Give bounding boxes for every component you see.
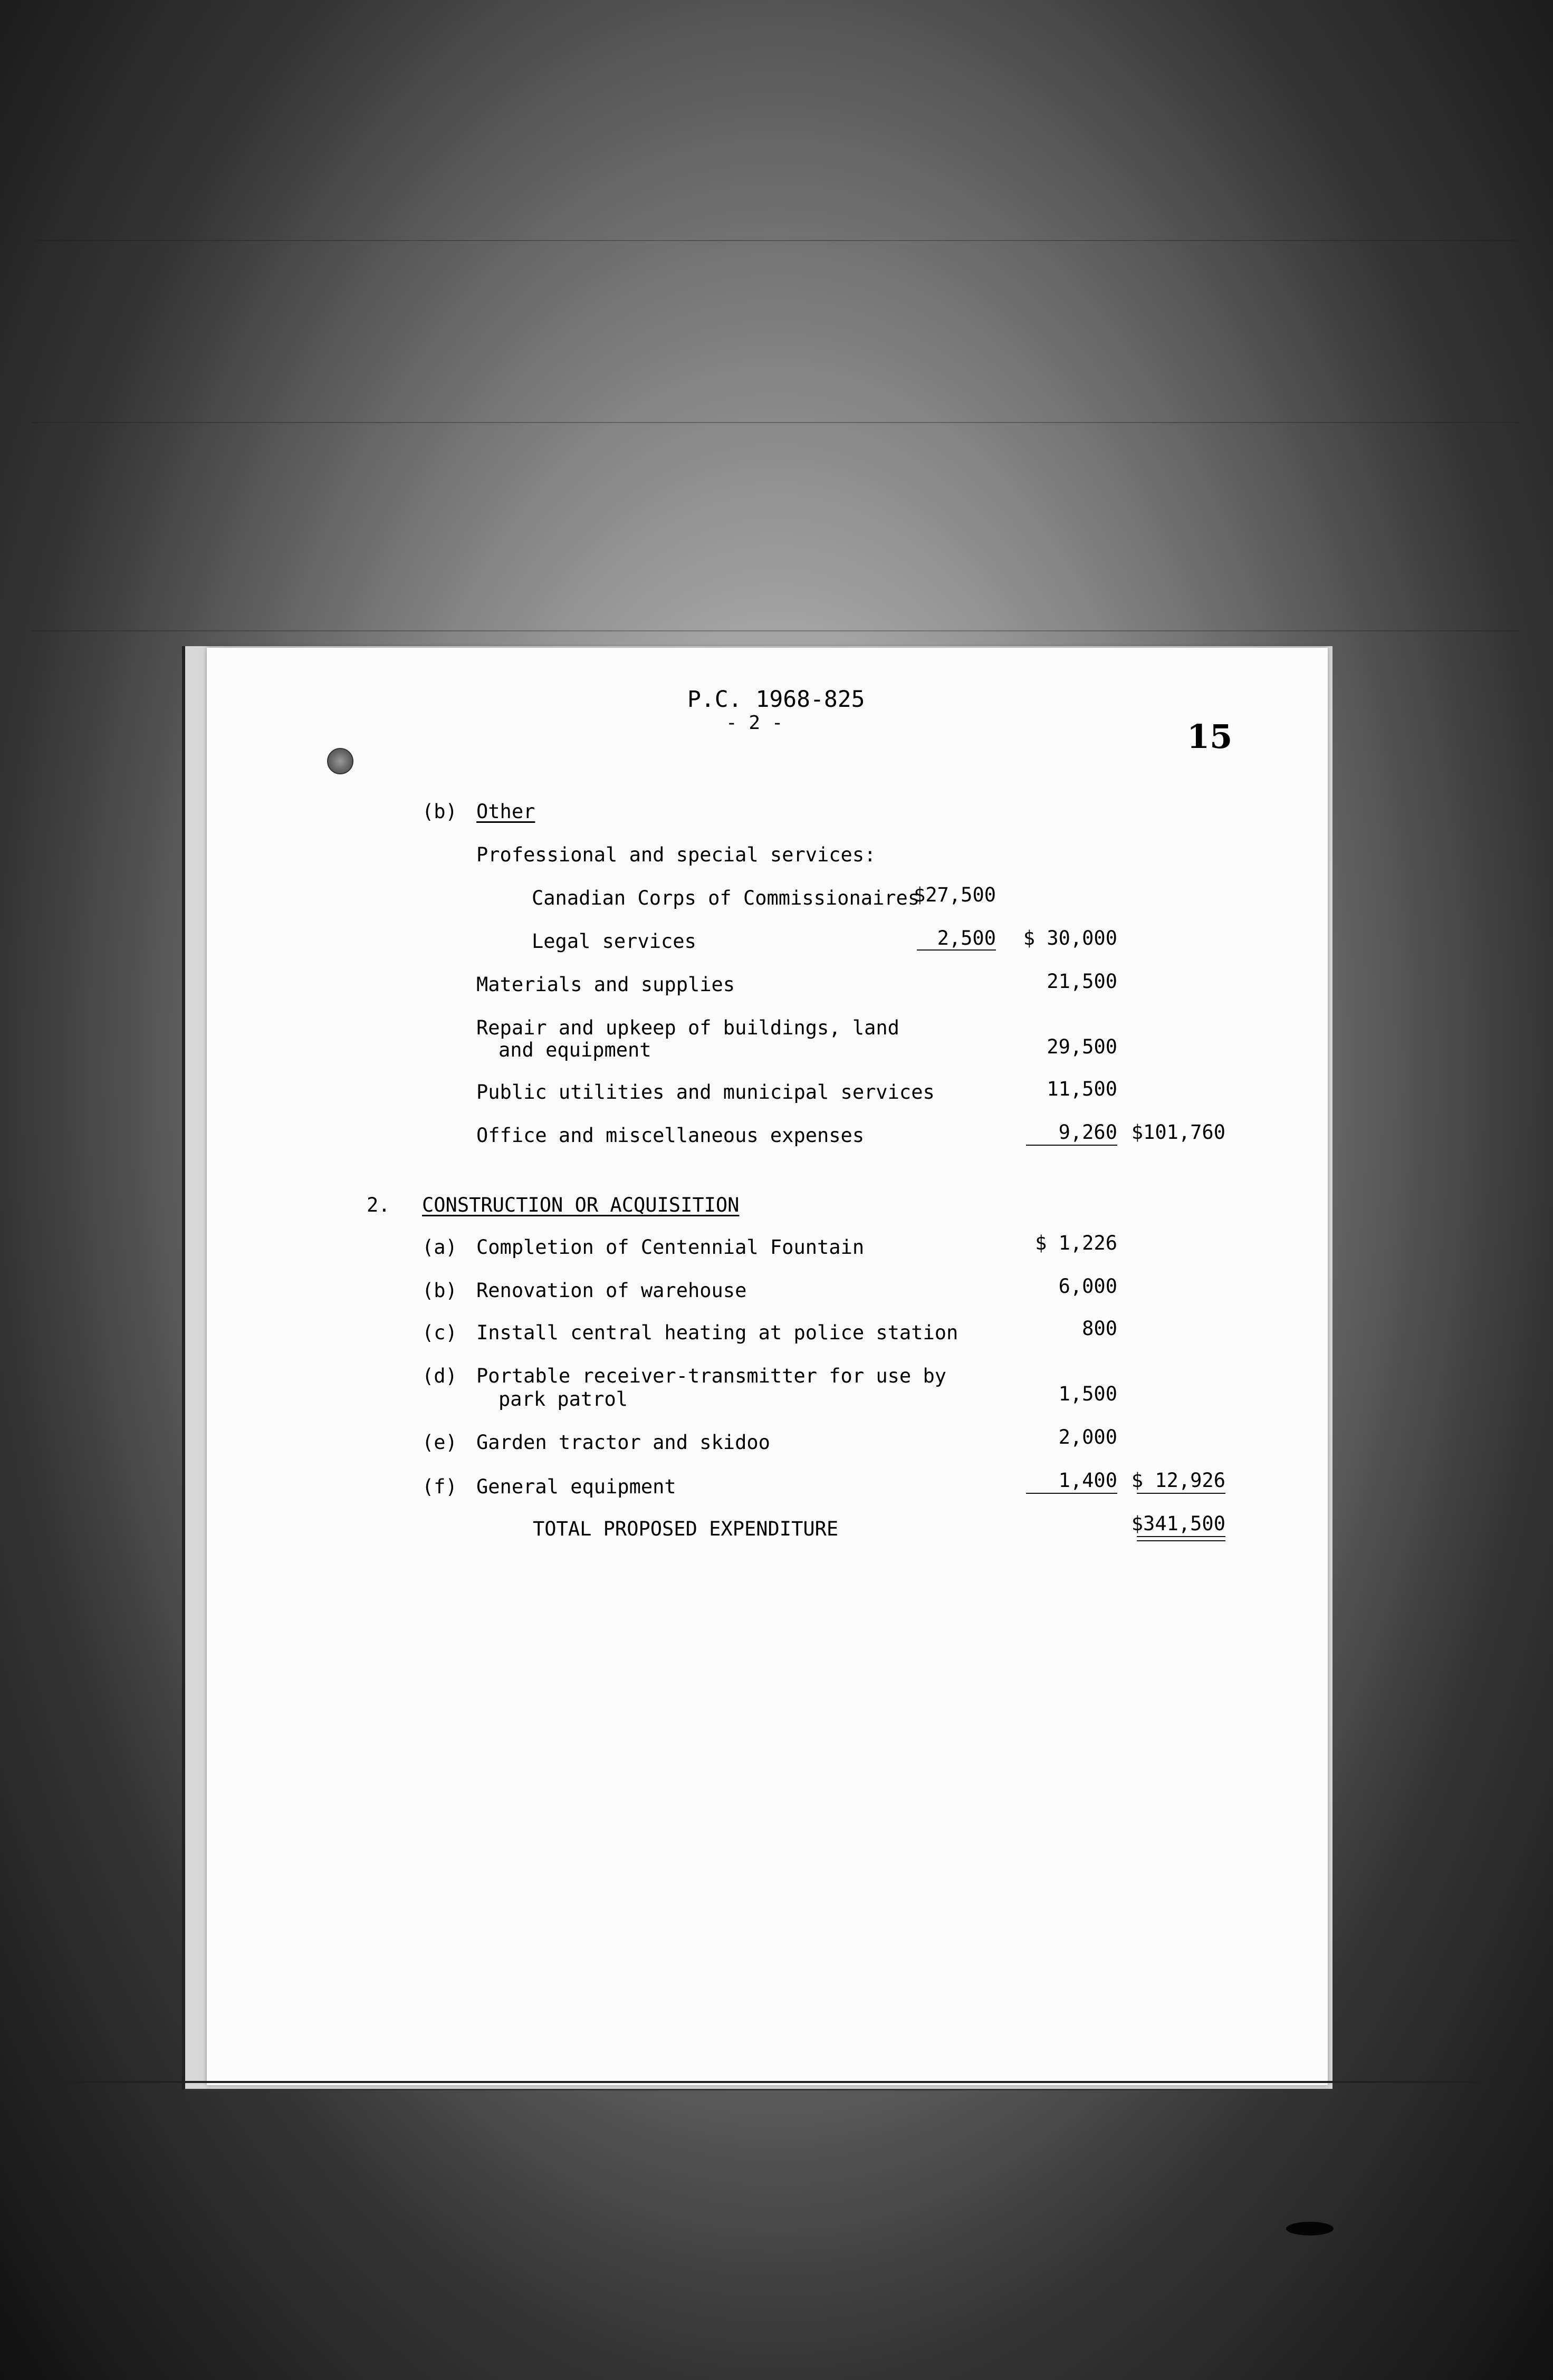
page-number: - 2 - — [726, 712, 783, 734]
line-item-label: Professional and special services: — [476, 843, 876, 866]
item-marker: (b) — [422, 1279, 457, 1302]
item-marker: (c) — [422, 1321, 457, 1344]
item-marker: (e) — [422, 1431, 457, 1454]
line-item-amount: $ 1,226 — [1035, 1232, 1117, 1254]
line-item-label: General equipment — [476, 1475, 676, 1498]
line-item-amount: 2,500 — [937, 927, 996, 949]
line-item-label: Renovation of warehouse — [476, 1279, 747, 1302]
subtotal-rule — [1026, 1145, 1117, 1146]
line-item-amount: 1,400 — [1058, 1469, 1117, 1492]
subtotal-amount: $ 30,000 — [1023, 927, 1117, 949]
line-item-label: Public utilities and municipal services — [476, 1081, 935, 1103]
grand-total-double-rule — [1137, 1540, 1225, 1541]
scan-band — [32, 422, 1519, 423]
line-item-amount: 800 — [1082, 1317, 1117, 1340]
document-reference: P.C. 1968-825 — [687, 686, 865, 713]
ink-smudge — [1286, 2222, 1334, 2235]
line-item-label-continued: and equipment — [499, 1039, 651, 1061]
line-item-label: Repair and upkeep of buildings, land — [476, 1016, 899, 1039]
line-item-label: Portable receiver-transmitter for use by — [476, 1365, 947, 1387]
scan-band — [32, 630, 1519, 631]
line-item-amount: 9,260 — [1058, 1121, 1117, 1144]
line-item-amount: 11,500 — [1047, 1078, 1117, 1100]
line-item-label: Office and miscellaneous expenses — [476, 1124, 865, 1147]
line-item-amount: 21,500 — [1047, 970, 1117, 993]
line-item-label: Completion of Centennial Fountain — [476, 1236, 865, 1259]
subtotal-rule — [917, 949, 996, 951]
line-item-amount: 29,500 — [1047, 1035, 1117, 1058]
scan-band — [32, 240, 1519, 241]
grand-total-label: TOTAL PROPOSED EXPENDITURE — [533, 1518, 839, 1540]
section-heading: Other — [476, 800, 535, 823]
subtotal-rule — [1026, 1493, 1117, 1494]
section-heading: CONSTRUCTION OR ACQUISITION — [422, 1194, 740, 1216]
line-item-amount: 2,000 — [1058, 1426, 1117, 1448]
line-item-amount: $27,500 — [914, 884, 996, 906]
line-item-label: Canadian Corps of Commissionaires — [532, 887, 920, 909]
section-number: 2. — [367, 1194, 390, 1216]
total-rule — [1137, 1493, 1225, 1494]
page-edge-line — [63, 2081, 1482, 2083]
grand-total-amount: $341,500 — [1131, 1512, 1225, 1535]
item-marker: (a) — [422, 1236, 457, 1259]
line-item-label: Materials and supplies — [476, 973, 735, 996]
line-item-label: Legal services — [532, 930, 696, 953]
line-item-amount: 1,500 — [1058, 1383, 1117, 1405]
line-item-label-continued: park patrol — [499, 1388, 628, 1410]
line-item-label: Install central heating at police station — [476, 1321, 958, 1344]
section-total: $ 12,926 — [1131, 1469, 1225, 1492]
stamped-page-number: 15 — [1187, 717, 1233, 756]
line-item-label: Garden tractor and skidoo — [476, 1431, 770, 1454]
grand-total-double-rule — [1137, 1536, 1225, 1537]
section-total: $101,760 — [1131, 1121, 1225, 1144]
item-marker: (f) — [422, 1475, 457, 1498]
punch-hole — [327, 748, 353, 774]
item-marker: (d) — [422, 1365, 457, 1387]
section-marker: (b) — [422, 800, 457, 823]
line-item-amount: 6,000 — [1058, 1275, 1117, 1298]
